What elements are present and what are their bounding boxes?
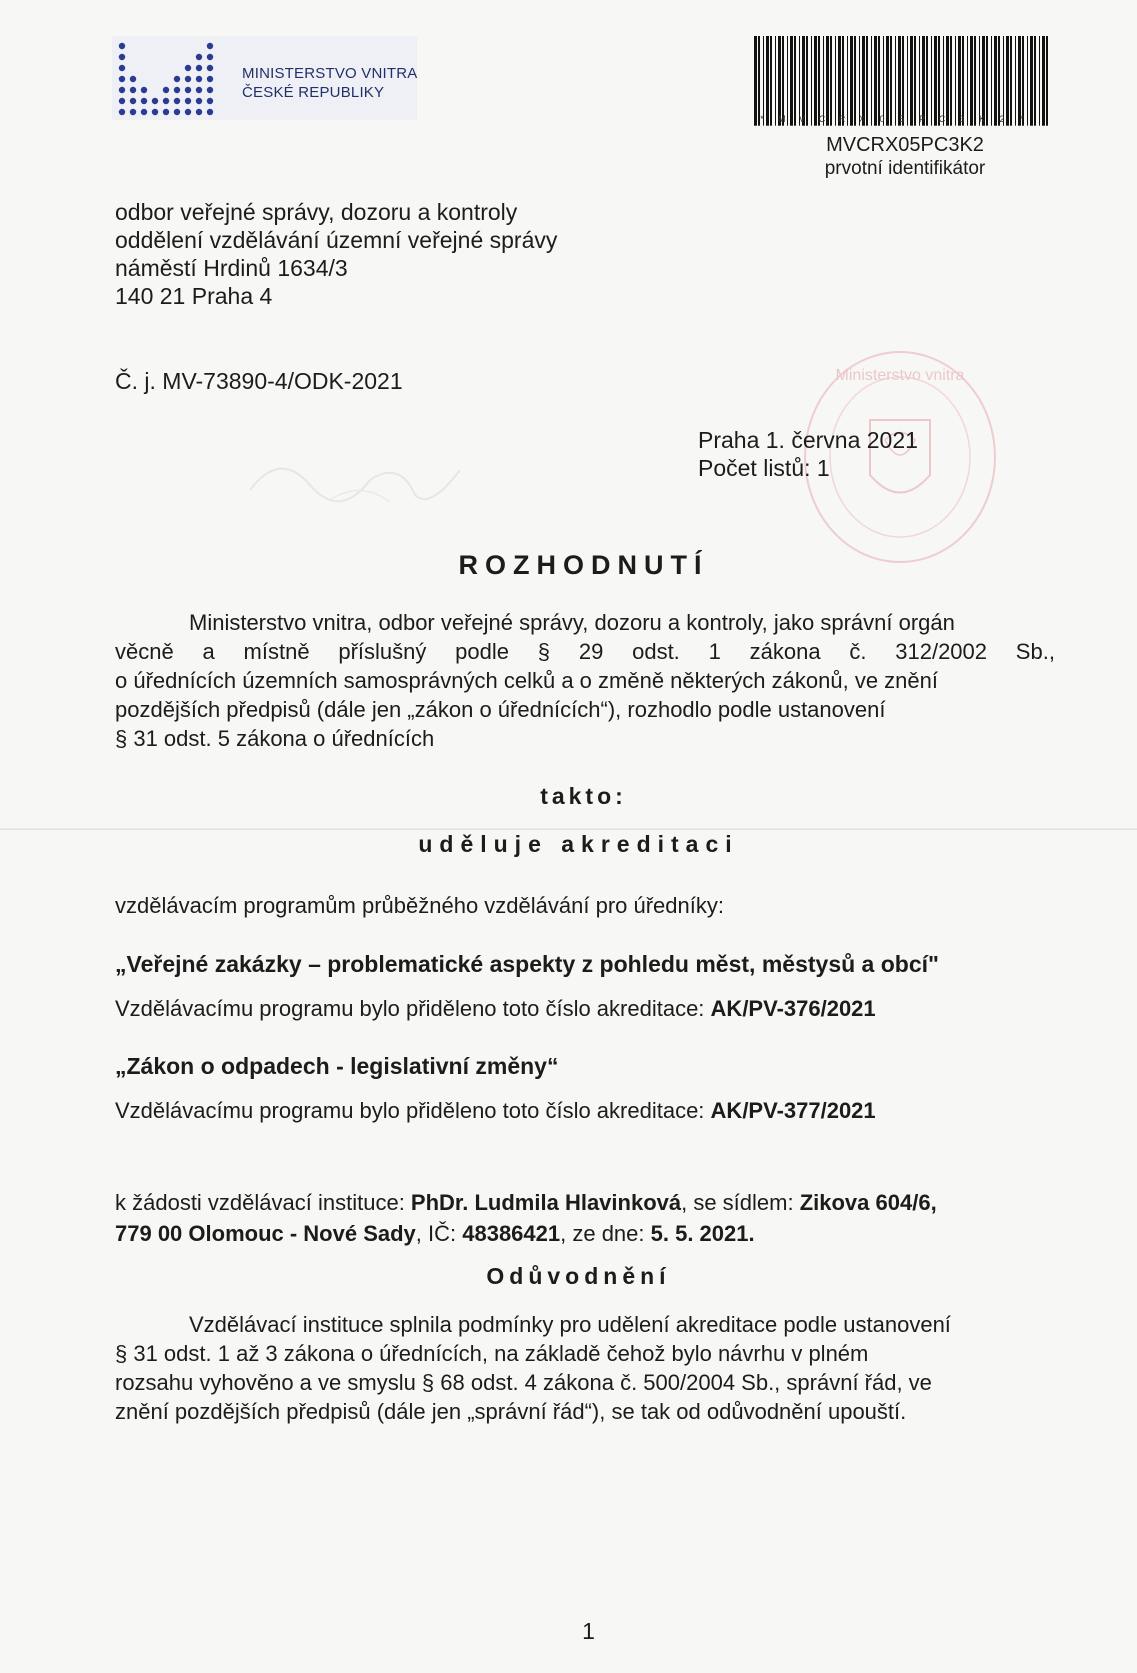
address-line-1: odbor veřejné správy, dozoru a kontroly [115,199,518,225]
logo-dot [174,87,180,93]
logo-dot [119,109,125,115]
ic-label: , IČ: [415,1221,463,1246]
barcode-bar [1027,36,1028,126]
decision-heading: ROZHODNUTÍ [458,550,709,580]
barcode-bar [998,36,1000,126]
program-2-accreditation-number: AK/PV-377/2021 [710,1098,876,1123]
logo-dot [174,76,180,82]
barcode-bar [967,36,968,126]
logo-dot [196,54,202,60]
primary-identifier-code: MVCRX05PC3K2 [826,134,984,156]
programs-intro: vzdělávacím programům průběžného vzdělávání pro úředníky: [115,893,724,918]
barcode-bar [790,36,793,126]
barcode-bar [938,36,940,126]
program-1-accreditation [115,996,876,1022]
barcode-bar [1006,36,1009,126]
barcode-bar [866,36,868,126]
page-number: 1 [582,1618,595,1644]
barcode-bar [782,36,784,126]
barcode-bar [854,36,856,126]
barcode-bar [871,36,872,126]
barcode-bar [883,36,884,126]
logo-dot [185,65,191,71]
barcode-bar [955,36,956,126]
primary-identifier-label: prvotní identifikátor [824,158,986,179]
barcode-bar [898,36,901,126]
barcode-bar [982,36,985,126]
sheet-count: Počet listů: 1 [698,455,830,481]
logo-dot [174,109,180,115]
logo-dot [207,76,213,82]
barcode-bar [991,36,992,126]
barcode-bar [787,36,788,126]
barcode-bar [778,36,781,126]
intro-line-2-word: podle [455,639,510,664]
barcode-char: V [798,114,805,124]
barcode-bar [802,36,805,126]
barcode-bar [1042,36,1045,126]
ministry-logo-mark [116,36,220,120]
barcode-bar [874,36,877,126]
logo-org-line2: ČESKÉ REPUBLIKY [242,84,385,101]
barcode-bar [974,36,976,126]
logo-dot [207,98,213,104]
barcode-bar [946,36,949,126]
barcode-bar [914,36,916,126]
barcode-bar [775,36,776,126]
barcode-char: X [858,114,865,124]
logo-dot [130,109,136,115]
logo-dot [119,76,125,82]
logo-dot [196,87,202,93]
program-1-accreditation-number: AK/PV-376/2021 [710,996,876,1021]
institution-address-street: Zikova 604/6, [799,1190,937,1215]
logo-dot [163,87,169,93]
logo-dot [119,65,125,71]
intro-line-2-word: č. [849,639,867,664]
institution-name: PhDr. Ludmila Hlavinková [410,1190,682,1215]
request-paragraph [115,1187,1055,1249]
barcode-char: C [938,114,946,124]
intro-line-2-word: zákona [749,639,821,664]
barcode-bar [862,36,865,126]
paper-fold [0,828,1137,830]
request-prefix: k žádosti vzdělávací instituce: [115,1190,411,1215]
logo-dot [196,76,202,82]
barcode-bar [830,36,832,126]
logo-dot [185,87,191,93]
grants-accreditation-heading: uděluje akreditaci [418,831,739,857]
logo-dot [119,87,125,93]
logo-dot [185,76,191,82]
logo-dot [207,43,213,49]
barcode-char: 5 [899,114,905,124]
logo-dot [185,98,191,104]
barcode-bar [1018,36,1021,126]
barcode-bar [1034,36,1036,126]
intro-line-2 [115,637,1055,666]
logo-dot [207,109,213,115]
barcode-bar [994,36,997,126]
barcode-char: * [760,114,764,124]
intro-line-1: Ministerstvo vnitra, odbor veřejné správy, dozoru a kontroly, jako správní orgán [189,610,955,635]
logo-dot [141,98,147,104]
reference-number: Č. j. MV-73890-4/ODK-2021 [115,368,403,394]
barcode-bar [763,36,764,126]
logo-text [242,64,417,102]
barcode-bar [806,36,808,126]
barcode-bar [986,36,988,126]
institution-address-city: 779 00 Olomouc - Nové Sady [115,1221,416,1246]
barcode-bar [799,36,800,126]
barcode-bar [818,36,820,126]
logo-dot [130,87,136,93]
logo-dot [119,43,125,49]
intro-line-2-word: 1 [708,639,721,664]
barcode-bar [979,36,980,126]
logo-dot [152,109,158,115]
justification-heading: Odůvodnění [486,1263,671,1289]
barcode-bar [895,36,896,126]
logo-org-line1: MINISTERSTVO VNITRA [242,65,418,82]
barcode-bar [847,36,848,126]
logo-dot [163,98,169,104]
logo-dot [196,109,202,115]
issue-date: Praha 1. června 2021 [698,427,918,453]
barcode-char: C [818,114,826,124]
logo-dot [163,109,169,115]
intro-line-5: § 31 odst. 5 zákona o úřednících [115,726,435,751]
takto-heading: takto: [540,783,627,809]
intro-line-4: pozdějších předpisů (dále jen „zákon o úřednících“), rozhodlo podle ustanovení [115,697,886,722]
barcode-bar [1039,36,1040,126]
barcode-char: 0 [879,114,885,124]
address-line-4: 140 21 Praha 4 [115,283,273,309]
barcode-bar [1046,36,1048,126]
barcode-bar [835,36,836,126]
barcode-bar [823,36,824,126]
barcode-bar [950,36,952,126]
barcode-char: * [1020,114,1024,124]
request-date-label: , ze dne: [560,1221,651,1246]
barcode-bar [934,36,937,126]
barcode-char: P [918,114,925,124]
logo-dot [141,109,147,115]
signature-showthrough [240,440,470,520]
intro-paragraph [115,608,1055,753]
logo-dot [130,76,136,82]
intro-line-2-word: odst. [632,639,680,664]
barcode-bar [1015,36,1016,126]
barcode-bar [922,36,925,126]
intro-line-2-word: věcně [115,639,174,664]
program-2-assigned-text: Vzdělávacímu programu bylo přiděleno toto číslo akreditace: [115,1098,711,1123]
address-line-3: náměstí Hrdinů 1634/3 [115,255,348,281]
logo-dot [196,65,202,71]
seat-label: , se sídlem: [681,1190,800,1215]
intro-line-2-word: Sb., [1015,639,1055,664]
barcode-bar [770,36,772,126]
barcode-bar [758,36,760,126]
barcode-bar [838,36,841,126]
place-and-date [698,426,918,482]
barcode-bar [886,36,889,126]
barcode-bar [1030,36,1033,126]
barcode-bar [1010,36,1012,126]
barcode-bar [902,36,904,126]
request-date: 5. 5. 2021. [650,1221,755,1246]
logo-dot [141,87,147,93]
intro-line-2-word: 29 [578,639,604,664]
barcode-bar [910,36,913,126]
logo-dot [130,98,136,104]
barcode-char: R [838,114,846,124]
barcode-bar [859,36,860,126]
barcode-char: 2 [999,114,1005,124]
logo-dot [207,65,213,71]
barcode-char: K [978,114,985,124]
barcode-bar [907,36,908,126]
program-2-title: „Zákon o odpadech - legislativní změny“ [115,1053,559,1079]
intro-line-3: o úřednících územních samosprávných celků a o změně některých zákonů, ve znění [115,668,938,693]
barcode-bar [1003,36,1004,126]
sender-address [115,198,557,310]
program-1-title: „Veřejné zakázky – problematické aspekty z pohledu měst, městysů a obcí" [115,951,939,977]
logo-dot [174,98,180,104]
intro-line-2-word: příslušný [338,639,427,664]
intro-line-2-word: 312/2002 [895,639,988,664]
barcode-bar [811,36,812,126]
barcode-char: 3 [959,114,965,124]
barcode-bar [962,36,964,126]
barcode-bar [826,36,829,126]
logo-dot [152,98,158,104]
logo-dot [207,87,213,93]
barcode-bar [943,36,944,126]
justification-line-1: Vzdělávací instituce splnila podmínky pro udělení akreditace podle ustanovení [189,1312,951,1337]
justification-line-3: rozsahu vyhověno a ve smyslu § 68 odst. 4 zákona č. 500/2004 Sb., správní řád, ve [115,1370,932,1395]
barcode-bar [754,36,757,126]
address-line-2: oddělení vzdělávání územní veřejné správy [115,227,558,253]
barcode-bar [890,36,892,126]
barcode-char: M [778,114,786,124]
logo-dot [119,98,125,104]
barcode-bar [850,36,853,126]
barcode-human-readable [752,114,1052,124]
intro-line-2-word: a [202,639,215,664]
intro-line-2-word: místně [243,639,310,664]
logo-dot [196,98,202,104]
barcode-bar [931,36,932,126]
barcode-bar [919,36,920,126]
ministry-logo [112,36,417,120]
program-2-accreditation [115,1098,876,1124]
barcode-bar [926,36,928,126]
barcode-bar [814,36,817,126]
barcode-bar [842,36,844,126]
logo-dot [119,54,125,60]
request-line-2 [115,1218,1055,1249]
barcode-bar [958,36,961,126]
justification-line-4: znění pozdějších předpisů (dále jen „správní řád“), se tak od odůvodnění upouští. [115,1399,907,1424]
barcode-bar [794,36,796,126]
stamp-text: Ministerstvo vnitra [835,367,965,384]
intro-line-2-word: § [537,639,551,664]
justification-paragraph [115,1310,1055,1426]
justification-line-2: § 31 odst. 1 až 3 zákona o úřednících, na základě čehož bylo návrhu v plném [115,1341,869,1366]
logo-dot [207,54,213,60]
institution-ic: 48386421 [462,1221,561,1246]
request-line-1 [115,1187,1055,1218]
barcode-bar [1022,36,1024,126]
logo-dot [185,109,191,115]
program-1-assigned-text: Vzdělávacímu programu bylo přiděleno toto číslo akreditace: [115,996,711,1021]
barcode-bar [970,36,973,126]
barcode-bar [766,36,769,126]
barcode-bar [878,36,880,126]
